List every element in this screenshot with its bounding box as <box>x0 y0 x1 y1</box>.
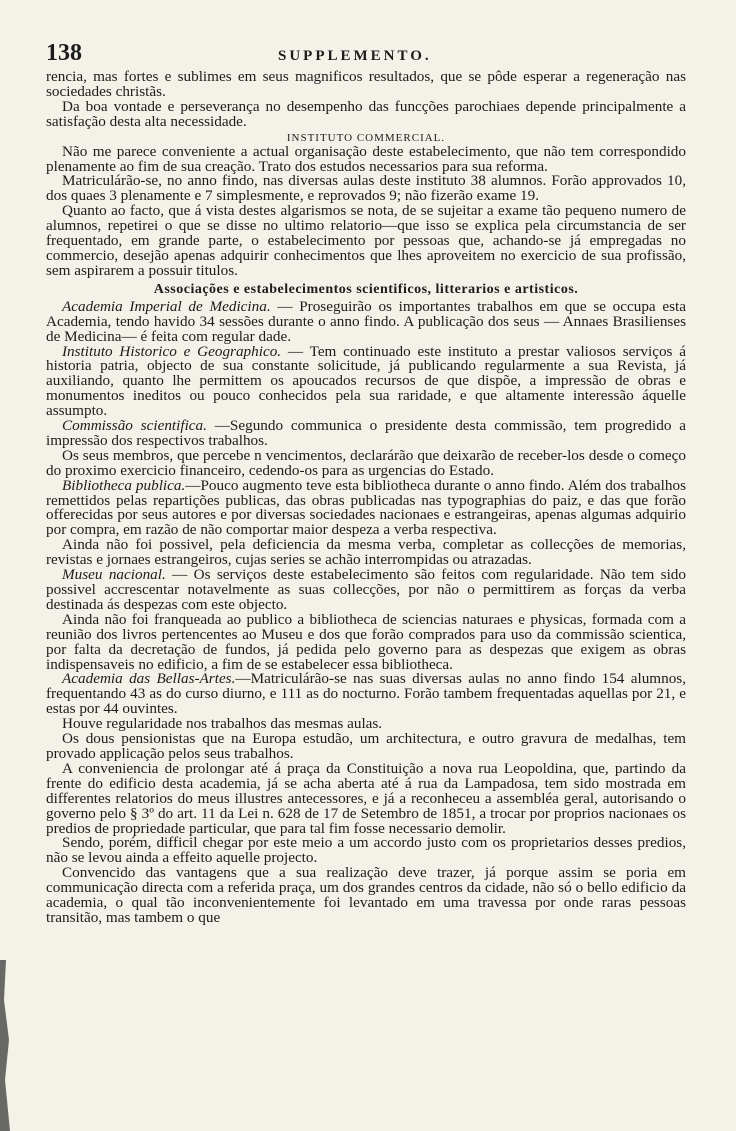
paragraph <box>46 419 686 449</box>
paragraph <box>46 476 686 539</box>
paragraph-lead-title: Academia Imperial de Medicina. <box>62 297 271 315</box>
paragraph <box>46 672 686 717</box>
paragraph <box>46 836 686 866</box>
paragraph-text: Os dous pensionistas que na Europa estudão, um architectura, e outro gravura de medalhas, tem provado applicação pelos seus trabalhos. <box>46 730 686 762</box>
paragraph <box>46 759 686 837</box>
paragraph-text: Houve regularidade nos trabalhos das mesmas aulas. <box>62 715 383 733</box>
document-page <box>46 36 686 926</box>
paragraph <box>46 446 686 479</box>
binding-edge-shadow <box>0 960 12 1131</box>
paragraph <box>46 97 686 130</box>
paragraph-text: Não me parece conveniente a actual organisação deste estabelecimento, que não tem correspondido plenamente ao fim de sua creação. Trato dos estudos necessarios para sua reforma. <box>46 142 686 175</box>
section-heading: Associações e estabelecimentos scientificos, litterarios e artisticos. <box>153 281 579 297</box>
paragraph-text: Matriculárão-se, no anno findo, nas diversas aulas deste instituto 38 alumnos. Forão approvados 10, dos quaes 3 plenamente e 7 simplesmente, e reprovados 9; não fizerão exame 19. <box>46 172 686 205</box>
paragraph <box>46 538 686 568</box>
paragraph-lead-title: Bibliotheca publica. <box>62 476 186 494</box>
paragraph <box>46 297 686 345</box>
paragraph-text: — Proseguirão os importantes trabalhos em que se occupa esta Academia, tendo havido 34 sessões durante o anno findo. A publicação dos seus — Annaes Brasilienses de Medicina— é feita com regular dade. <box>46 297 686 345</box>
paragraph <box>46 142 686 175</box>
paragraph-text: Convencido das vantagens que a sua realização deve trazer, já porque assim se poria em communicação directa com a referida praça, um dos grandes centros da cidade, não só o bello edificio da academia, o qual tão inconvenientemente foi levantado em uma travessa por onde raras pessoas transitão, mas tambem o que <box>46 864 686 926</box>
page-header <box>46 36 686 70</box>
paragraph-lead-title: Commissão scientifica. <box>62 417 207 435</box>
subsection-heading: INSTITUTO COMMERCIAL. <box>286 131 446 144</box>
paragraph-lead-title: Academia das Bellas-Artes. <box>62 670 236 688</box>
paragraph <box>46 70 686 100</box>
paragraph <box>46 342 687 420</box>
paragraph-text: Ainda não foi franqueada ao publico a bibliotheca de sciencias naturaes e physicas, formada com a reunião dos livros pertencentes ao Museu e dos que forão comprados para uso da commissão scientica, por falta da decretação de fundos, já pedida pelo governo para as despezas que exigem as obras indispensaveis no edificio, a fim de se estabelecer essa bibliotheca. <box>46 610 686 673</box>
paragraph-text: Sendo, porém, difficil chegar por este meio a um accordo justo com os proprietarios desses predios, não se levou ainda a effeito aquelle projecto. <box>46 834 686 867</box>
paragraph <box>46 610 686 673</box>
paragraph-text: —Segundo communica o presidente desta commissão, tem progredido a impressão dos respectivos trabalhos. <box>46 417 686 449</box>
paragraph-text: Da boa vontade e perseverança no desempenho das funcções parochiaes depende principalmente a satisfação desta alta necessidade. <box>46 97 686 130</box>
paragraph <box>46 732 686 762</box>
paragraph-text: —Matriculárão-se nas suas diversas aulas no anno findo 154 alumnos, frequentando 43 as do curso diurno, e 111 as do nocturno. Forão tambem frequentadas aquellas por 21, e estas por 44 ouvintes. <box>46 670 686 718</box>
running-head: SUPPLEMENTO. <box>278 48 432 64</box>
paragraph <box>46 866 686 926</box>
paragraph-lead-title: Museu nacional. <box>62 566 166 584</box>
paragraph-text: — Tem continuado este instituto a prestar valiosos serviços á historia patria, objecto de sua constante solicitude, já publicando regularmente a sua Revista, já auxiliando, quanto lhe permittem os apoucados recursos de que dispõe, a impressão de obras e monumentos ineditos ou pouco conhecidos pela sua raridade, e que altamente interessão áquelle assumpto. <box>46 342 687 420</box>
paragraph-lead-title: Instituto Historico e Geographico. <box>62 342 282 360</box>
paragraph-text: rencia, mas fortes e sublimes em seus magnificos resultados, que se pôde esperar a regeneração nas sociedades christãs. <box>46 68 686 100</box>
paragraph-text: —Pouco augmento teve esta bibliotheca durante o anno findo. Além dos trabalhos remettidos pelas repartições publicas, das obras publicadas nas typographias do paiz, e das que forão offerecidas por seus autores e por diversas sociedades nacionaes e estrangeiras, apenas algumas adquirio por compra, em razão de não comportar maior despeza a verba respectiva. <box>46 476 686 539</box>
body-text <box>46 70 686 926</box>
paragraph-text: — Os serviços deste estabelecimento são feitos com regularidade. Não tem sido possivel accrescentar notavelmente as suas collecções, por não o permittirem as forças da verba destinada ás despezas com este objecto. <box>46 566 686 613</box>
paragraph <box>46 568 686 613</box>
paragraph-text: Quanto ao facto, que á vista destes algarismos se nota, de se sujeitar a exame tão pequeno numero de alumnos, repetirei o que se disse no ultimo relatorio—que isso se explica pela circumstancia de ser frequentado, em grande parte, o estabelecimento por pessoas que, achando-se já empregadas no commercio, desejão apenas adquirir conhecimentos que lhes aproveitem no exercicio de sua profissão, sem aspirarem a possuir titulos. <box>46 202 686 279</box>
paragraph-text: A conveniencia de prolongar até á praça da Constituição a nova rua Leopoldina, que, partindo da frente do edificio desta academia, já se acha aberta até á rua da Lampadosa, tem sido mostrada em differentes relatorios do meus illustres antecessores, e já a reconheceu a assembléa geral, autorisando o governo pelo § 3º do art. 11 da Lei n. 628 de 17 de Setembro de 1851, a trocar por proprios nacionaes os predios de propriedade particular, que para tal fim fosse necessario demolir. <box>46 759 686 837</box>
page-number: 138 <box>46 40 82 66</box>
paragraph-text: Ainda não foi possivel, pela deficiencia da mesma verba, completar as collecções de memorias, revistas e jornaes estrangeiros, cujas series se achão interrompidas ou atrazadas. <box>46 536 686 569</box>
paragraph <box>46 204 686 279</box>
paragraph-text: Os seus membros, que percebe n vencimentos, declarárão que deixarão de receber-los desde o começo do proximo exercicio financeiro, cedendo-os para as urgencias do Estado. <box>46 446 686 479</box>
paragraph <box>46 174 686 204</box>
